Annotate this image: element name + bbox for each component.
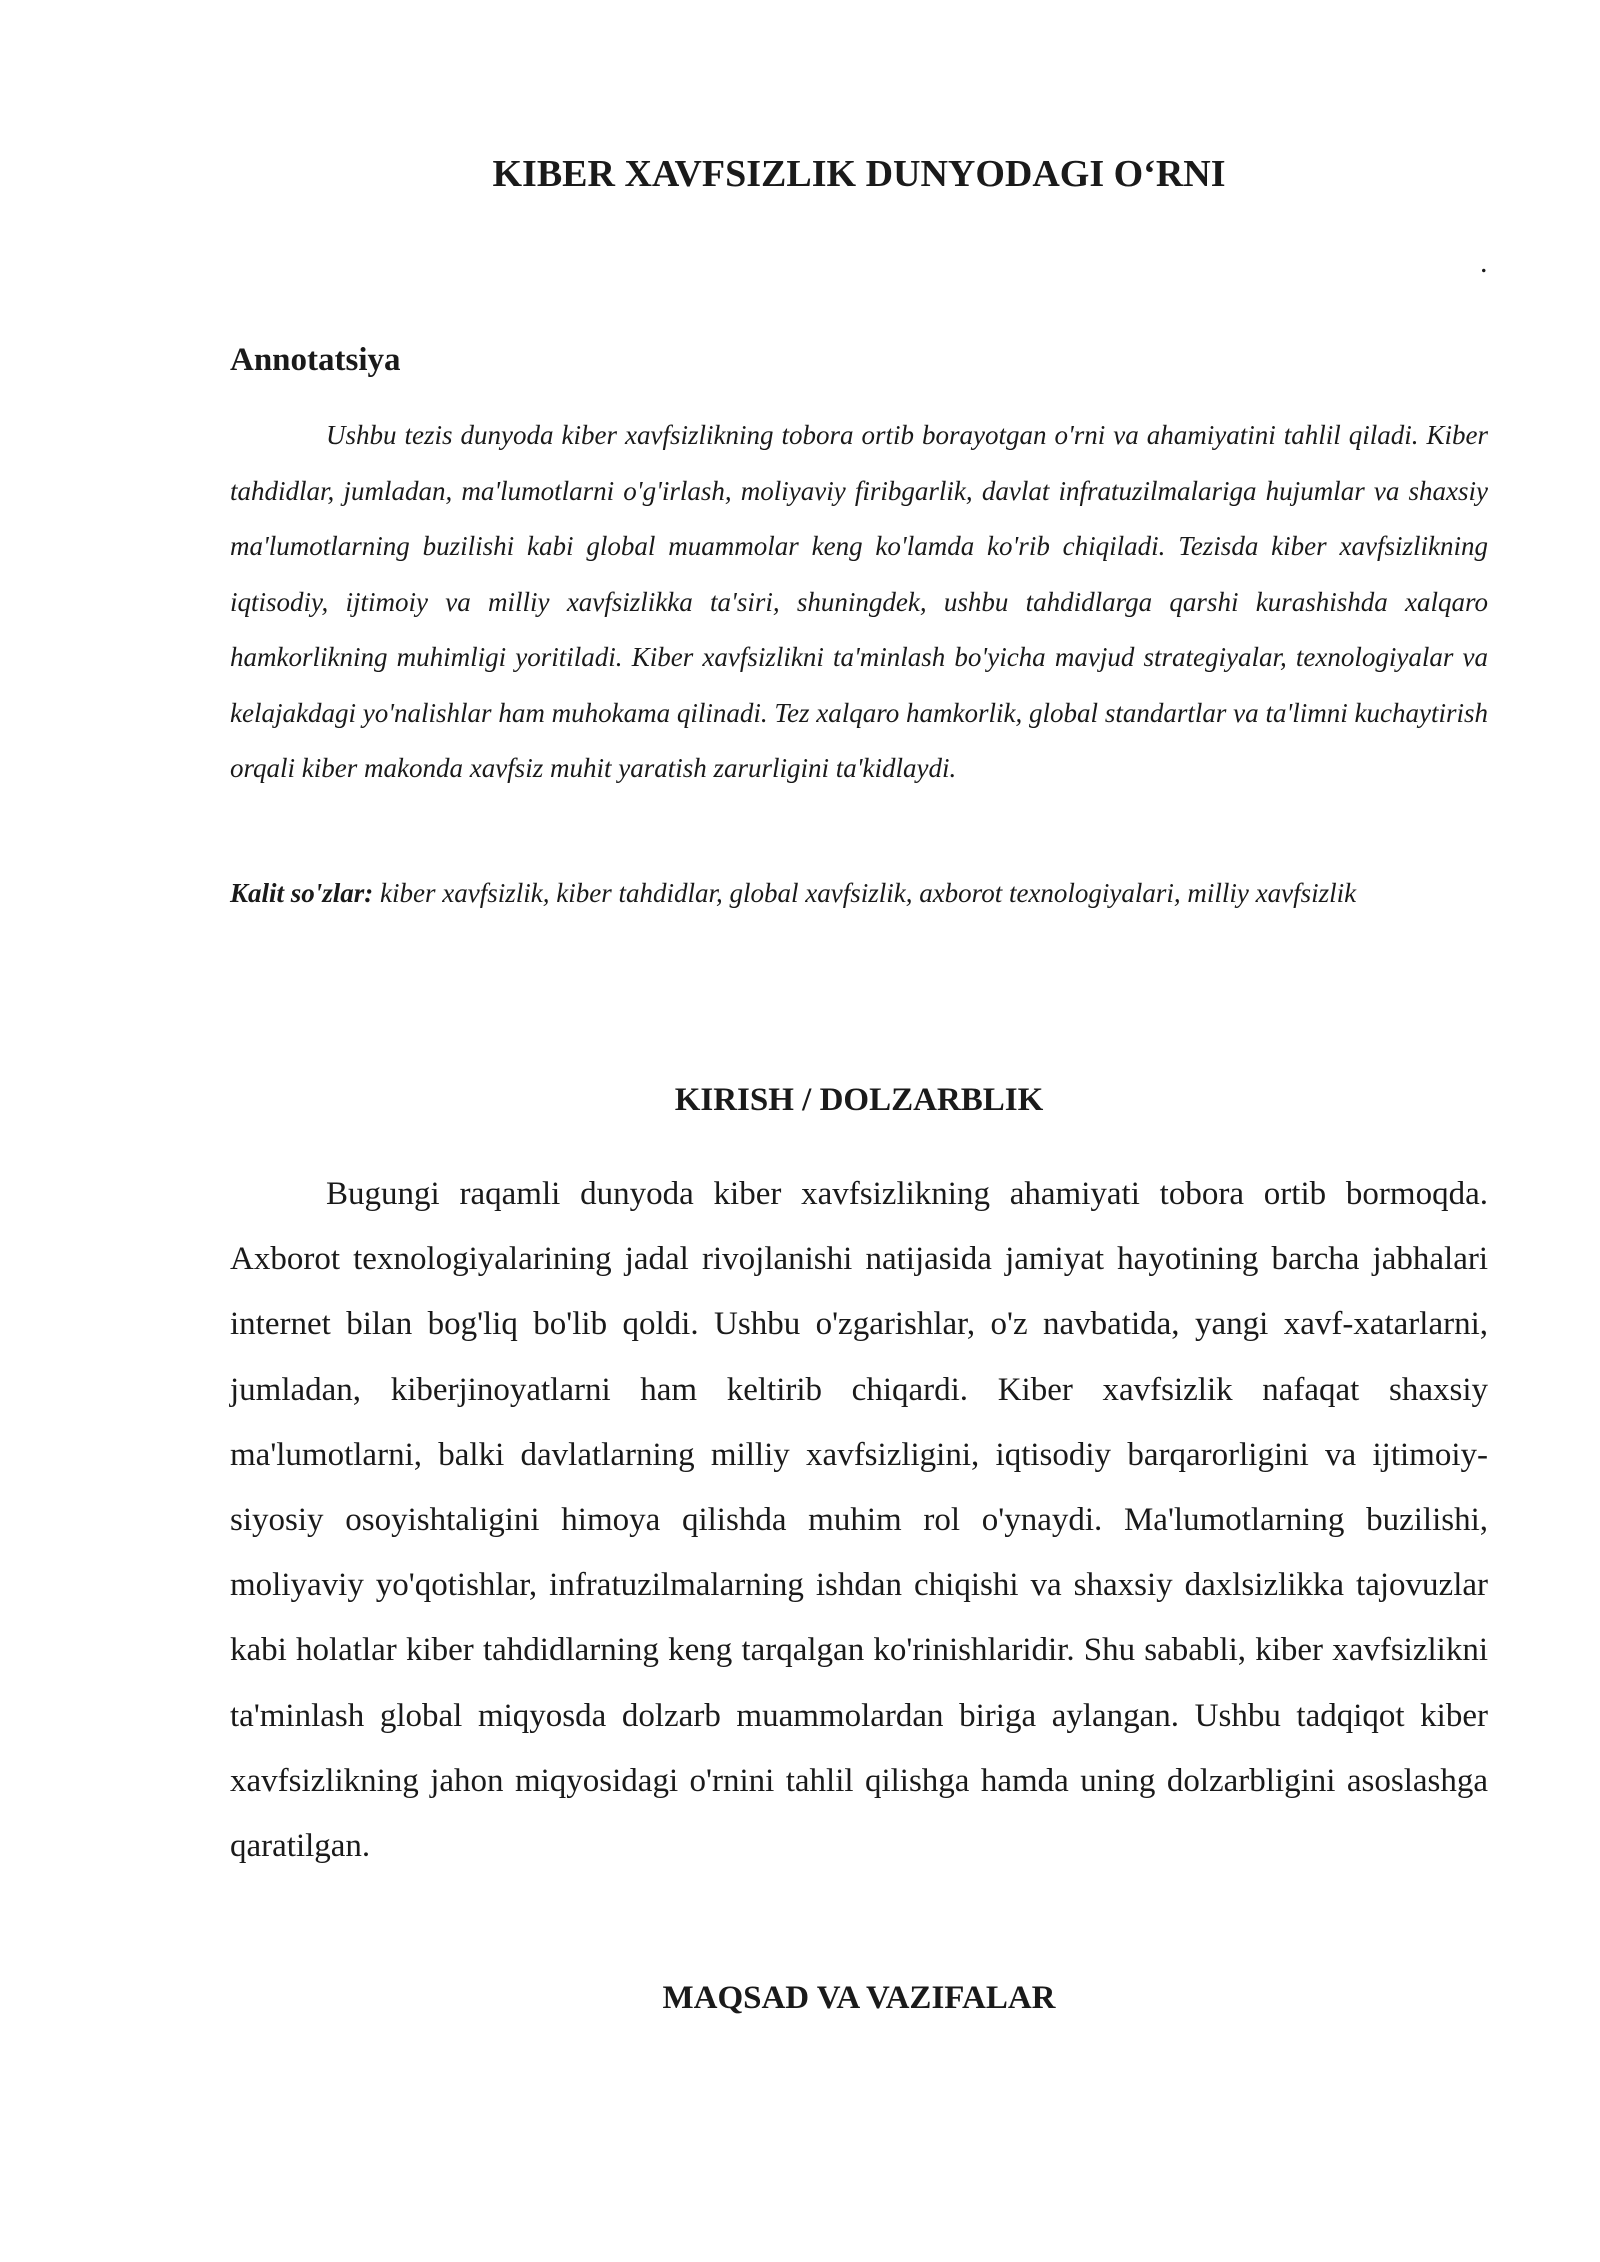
stray-dot: .	[1480, 246, 1488, 279]
keywords-text: kiber xavfsizlik, kiber tahdidlar, global xavfsizlik, axborot texnologiyalari, milliy xavfsizlik	[380, 878, 1357, 908]
section-heading-intro: KIRISH / DOLZARBLIK	[674, 1082, 1044, 1118]
annotation-heading: Annotatsiya	[230, 342, 401, 378]
intro-paragraph: Bugungi raqamli dunyoda kiber xavfsizlikning ahamiyati tobora ortib bormoqda. Axborot texnologiyalarining jadal rivojlanishi natijasida jamiyat hayotining barcha jabhalari internet bilan bog'liq bo'lib qoldi. Ushbu o'zgarishlar, o'z navbatida, yangi xavf-xatarlarni, jumladan, kiberjinoyatlarni ham keltirib chiqardi. Kiber xavfsizlik nafaqat shaxsiy ma'lumotlarni, balki davlatlarning milliy xavfsizligini, iqtisodiy barqarorligini va ijtimoiy-siyosiy osoyishtaligini himoya qilishda muhim rol o'ynaydi. Ma'lumotlarning buzilishi, moliyaviy yo'qotishlar, infratuzilmalarning ishdan chiqishi va shaxsiy daxlsizlikka tajovuzlar kabi holatlar kiber tahdidlarning keng tarqalgan ko'rinishlaridir. Shu sababli, kiber xavfsizlikni ta'minlash global miqyosda dolzarb muammolardan biriga aylangan. Ushbu tadqiqot kiber xavfsizlikning jahon miqyosidagi o'rnini tahlil qilishga hamda uning dolzarbligini asoslashga qaratilgan.	[230, 1176, 1488, 1865]
keywords-paragraph	[230, 866, 1488, 922]
section-heading-goals: MAQSAD VA VAZIFALAR	[662, 1980, 1056, 2016]
keywords-label: Kalit so'zlar:	[230, 878, 374, 908]
document-title: KIBER XAVFSIZLIK DUNYODAGI O‘RNI	[492, 153, 1226, 195]
annotation-text: Ushbu tezis dunyoda kiber xavfsizlikning tobora ortib borayotgan o'rni va ahamiyatini tahlil qiladi. Kiber tahdidlar, jumladan, ma'lumotlarni o'g'irlash, moliyaviy firibgarlik, davlat infratuzilmalariga hujumlar va shaxsiy ma'lumotlarning buzilishi kabi global muammolar keng ko'lamda ko'rib chiqiladi. Tezisda kiber xavfsizlikning iqtisodiy, ijtimoiy va milliy xavfsizlikka ta'siri, shuningdek, ushbu tahdidlarga qarshi kurashishda xalqaro hamkorlikning muhimligi yoritiladi. Kiber xavfsizlikni ta'minlash bo'yicha mavjud strategiyalar, texnologiyalar va kelajakdagi yo'nalishlar ham muhokama qilinadi. Tez xalqaro hamkorlik, global standartlar va ta'limni kuchaytirish orqali kiber makonda xavfsiz muhit yaratish zarurligini ta'kidlaydi.	[230, 420, 1488, 783]
